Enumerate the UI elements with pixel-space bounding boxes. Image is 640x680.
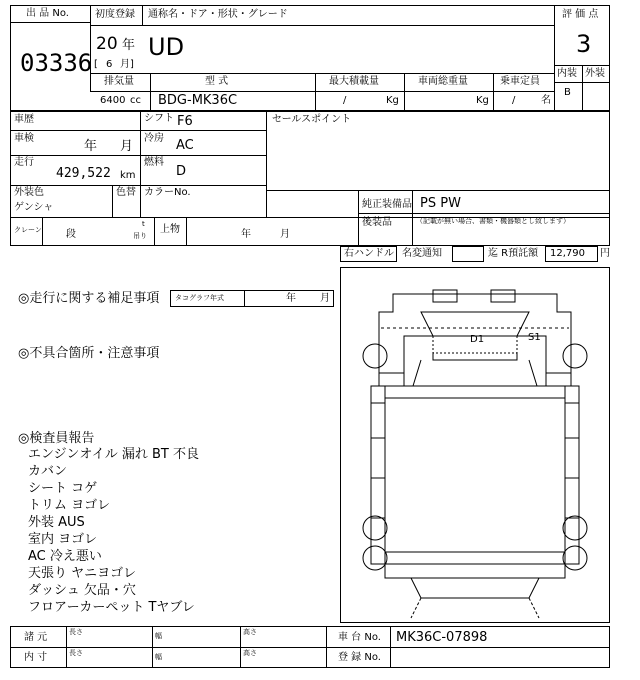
first-reg-year: 20 [96, 34, 118, 54]
length-label-2: 長さ [69, 649, 83, 657]
interior-grade: B [564, 87, 571, 98]
length-label-1: 長さ [69, 628, 83, 636]
cc-unit: cc [130, 95, 141, 106]
color-code-label: カラーNo. [144, 187, 191, 198]
name-change-label: 名変通知 [402, 248, 442, 259]
ac-value: AC [176, 138, 194, 153]
inspector-line: トリム ヨゴレ [28, 498, 111, 513]
driving-note-label: ◎走行に関する補足事項 [18, 291, 160, 306]
exterior-label: 外装 [585, 68, 605, 79]
genuine-equipment-value: PS PW [420, 196, 461, 211]
month-unit: 月] [120, 59, 134, 70]
lot-no-label: 出 品 No. [26, 8, 69, 19]
width-label-2: 幅 [155, 653, 162, 661]
interior-label: 内装 [557, 68, 577, 79]
inspection-label: 車検 [14, 133, 34, 144]
chassis-number: MK36C-07898 [396, 630, 488, 645]
shift-label: シフト [144, 113, 174, 124]
tacho-year-unit: 年 [286, 293, 296, 304]
rhd-label: 右ハンドル [344, 248, 394, 259]
inspector-report-label: ◎検査員報告 [18, 431, 95, 446]
inspector-line: シート コゲ [28, 481, 98, 496]
inspector-line: 室内 ヨゴレ [28, 532, 98, 547]
vehicle-diagram [341, 268, 609, 622]
upper-year-unit: 年 [241, 229, 251, 240]
deposit-label: 迄 R預託額 [488, 248, 539, 259]
lot-number: 03336 [20, 49, 93, 77]
name-change-box [452, 246, 484, 262]
ext-color-value: ゲンシャ [14, 202, 54, 213]
inspection-year-unit: 年 [84, 139, 98, 154]
capacity-label: 乗車定員 [500, 76, 540, 87]
crane-stage-unit: 段 [66, 229, 76, 240]
gross-weight-label: 車両総重量 [418, 76, 468, 87]
upper-label: 上物 [160, 224, 180, 235]
history-label: 車歴 [14, 114, 34, 125]
mark-d1: D1 [470, 334, 485, 345]
first-reg-month: 6 [106, 59, 113, 70]
mark-s1: S1 [528, 332, 541, 343]
max-load-slash: / [343, 95, 347, 106]
first-reg-label: 初度登録 [95, 9, 135, 20]
crane-label: クレーン [14, 226, 42, 234]
shift-value: F6 [177, 114, 193, 129]
max-load-kg: Kg [386, 95, 399, 106]
height-label-2: 高さ [243, 649, 257, 657]
fuel-value: D [176, 164, 187, 179]
color-change-label: 色替 [116, 187, 136, 198]
registration-label: 登 録 No. [338, 652, 381, 663]
tacho-month-unit: 月 [320, 293, 330, 304]
car-name: UD [148, 33, 185, 61]
width-label-1: 幅 [155, 632, 162, 640]
crane-hanging-label: 吊り [133, 232, 147, 240]
defects-label: ◎不具合箇所・注意事項 [18, 346, 160, 361]
ac-label: 冷房 [144, 133, 164, 144]
height-label-1: 高さ [243, 628, 257, 636]
chassis-label: 車 台 No. [338, 632, 381, 643]
inspector-line: AC 冷え悪い [28, 549, 102, 564]
gross-weight-kg: Kg [476, 95, 489, 106]
score-value: 3 [576, 30, 592, 58]
score-label: 評 価 点 [562, 9, 599, 20]
model-info-label: 通称名・ドア・形状・グレード [148, 9, 288, 20]
capacity-unit: 名 [541, 95, 551, 106]
deposit-amount: 12,790 [550, 248, 585, 259]
model-type-label: 型 式 [205, 76, 229, 87]
inner-dim-label: 内 寸 [24, 652, 48, 663]
inspector-line: カバン [28, 464, 68, 479]
genuine-equipment-label: 純正装備品 [362, 199, 412, 210]
yen-unit: 円 [600, 248, 610, 259]
selling-points-label: セールスポイント [272, 114, 352, 125]
capacity-slash: / [512, 95, 516, 106]
aftermarket-label: 後装品 [362, 217, 392, 228]
mileage-value: 429,522 [56, 166, 111, 181]
max-load-label: 最大積載量 [329, 76, 379, 87]
inspector-line: 外装 AUS [28, 515, 85, 530]
tacho-label: タコグラフ年式 [175, 294, 224, 302]
displacement-label: 排気量 [104, 76, 134, 87]
mileage-label: 走行 [14, 157, 34, 168]
upper-month-unit: 月 [280, 229, 290, 240]
crane-ton-unit: t [142, 220, 145, 228]
inspector-line: フロアーカーペット Tヤブレ [28, 600, 195, 615]
km-unit: km [120, 170, 136, 181]
month-bracket: [ [94, 59, 98, 70]
dimensions-label: 諸 元 [24, 632, 48, 643]
displacement-value: 6400 [100, 95, 126, 106]
inspection-month-unit: 月 [120, 139, 134, 154]
model-type-value: BDG-MK36C [158, 93, 238, 108]
fuel-label: 燃料 [144, 157, 164, 168]
inspector-line: ダッシュ 欠品・穴 [28, 583, 136, 598]
ext-color-label: 外装色 [14, 187, 44, 198]
year-unit: 年 [122, 38, 136, 53]
aftermarket-note: （記載が無い場合、書類・機器類とし致します） [416, 217, 570, 225]
inspector-line: 天張り ヤニヨゴレ [28, 566, 137, 581]
inspector-line: エンジンオイル 漏れ BT 不良 [28, 447, 199, 462]
